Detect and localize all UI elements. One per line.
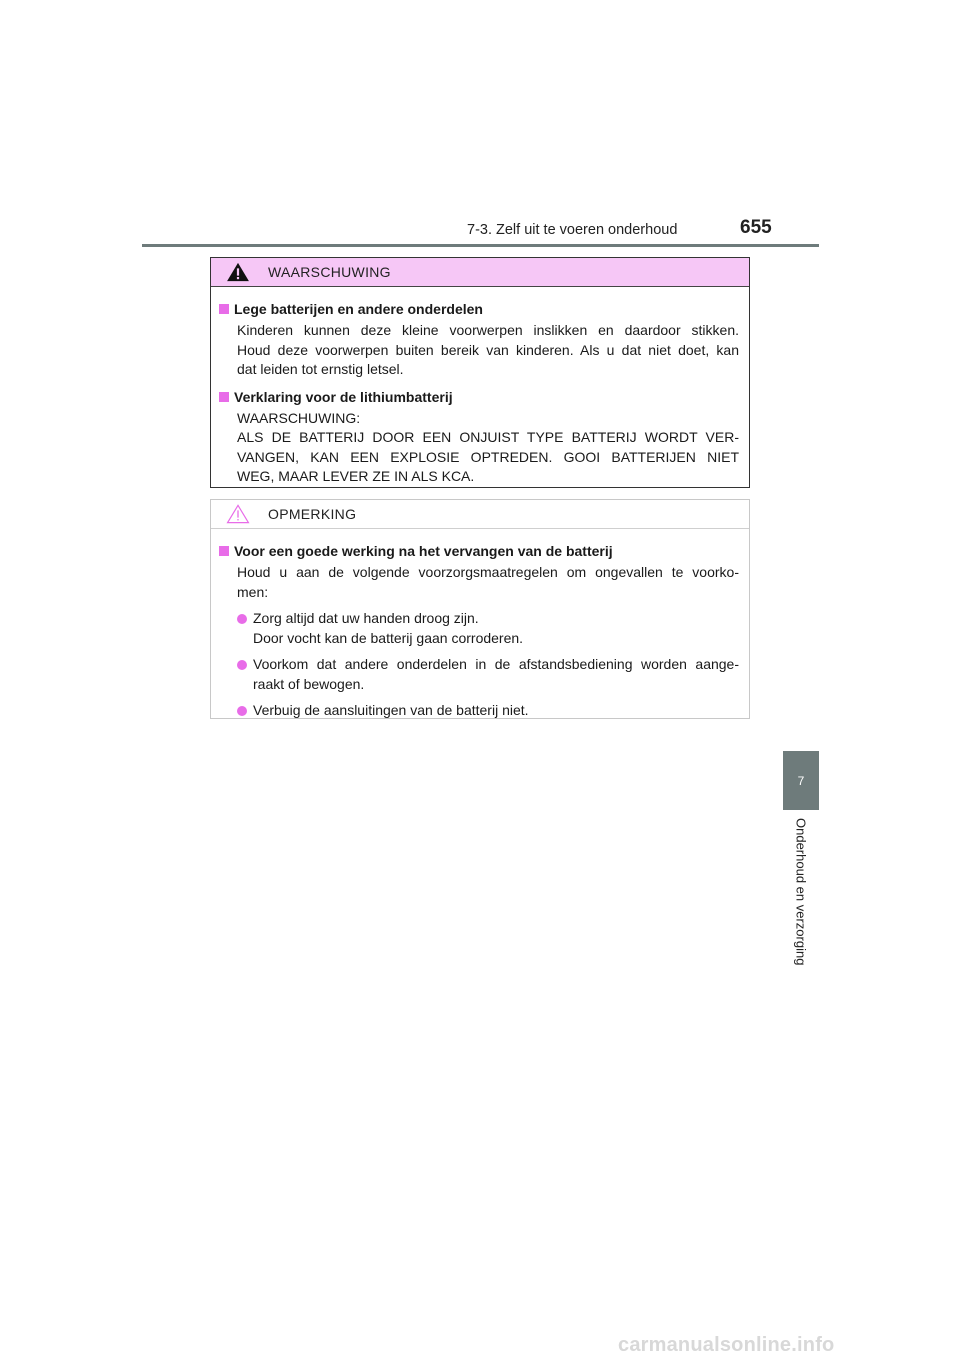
section-header: 7-3. Zelf uit te voeren onderhoud [467,222,678,238]
round-bullet-icon [237,706,247,716]
warning-section-title: Lege batterijen en andere onderdelen [219,299,739,319]
list-item: Zorg altijd dat uw handen droog zijn. Door vocht kan de batterij gaan corroderen. [237,609,739,648]
notice-title: OPMERKING [268,506,357,522]
round-bullet-icon [237,660,247,670]
chapter-title: Onderhoud en verzorging [793,818,809,966]
round-bullet-icon [237,614,247,624]
chapter-tab: 7 [783,751,819,810]
notice-section-title: Voor een goede werking na het vervangen van de batterij [219,541,739,561]
caution-triangle-icon [225,504,251,524]
list-item: Verbuig de aansluitingen van de batterij niet. [237,701,739,721]
list-item: Voorkom dat andere onderdelen in de afstandsbediening worden aange- raakt of bewogen. [237,655,739,694]
warning-title: WAARSCHUWING [268,264,391,280]
notice-body [211,529,749,721]
notice-header [211,500,749,529]
warning-section-title: Verklaring voor de lithiumbatterij [219,387,739,407]
warning-box [210,257,750,488]
notice-box [210,499,750,719]
warning-body [211,287,749,487]
warning-paragraph: Kinderen kunnen deze kleine voorwerpen inslikken en daardoor stikken. Houd deze voorwerpen buiten bereik van kinderen. Als u dat niet doet, kan dat leiden tot ernstig letsel. [237,322,739,377]
square-bullet-icon [219,392,229,402]
warning-triangle-icon [225,262,251,282]
header-rule [142,244,819,247]
page-number: 655 [740,217,772,238]
square-bullet-icon [219,546,229,556]
square-bullet-icon [219,304,229,314]
warning-header [211,258,749,287]
notice-intro: Houd u aan de volgende voorzorgsmaatregelen om ongevallen te voorko- men: [237,564,739,600]
watermark: carmanualsonline.info [618,1334,835,1356]
warning-paragraph: WAARSCHUWING: ALS DE BATTERIJ DOOR EEN ONJUIST TYPE BATTERIJ WORDT VER- VANGEN, KAN EEN EXPLOSIE OPTREDEN. GOOI BATTERIJEN NIET WEG, MAAR LEVER ZE IN ALS KCA. [237,409,739,484]
